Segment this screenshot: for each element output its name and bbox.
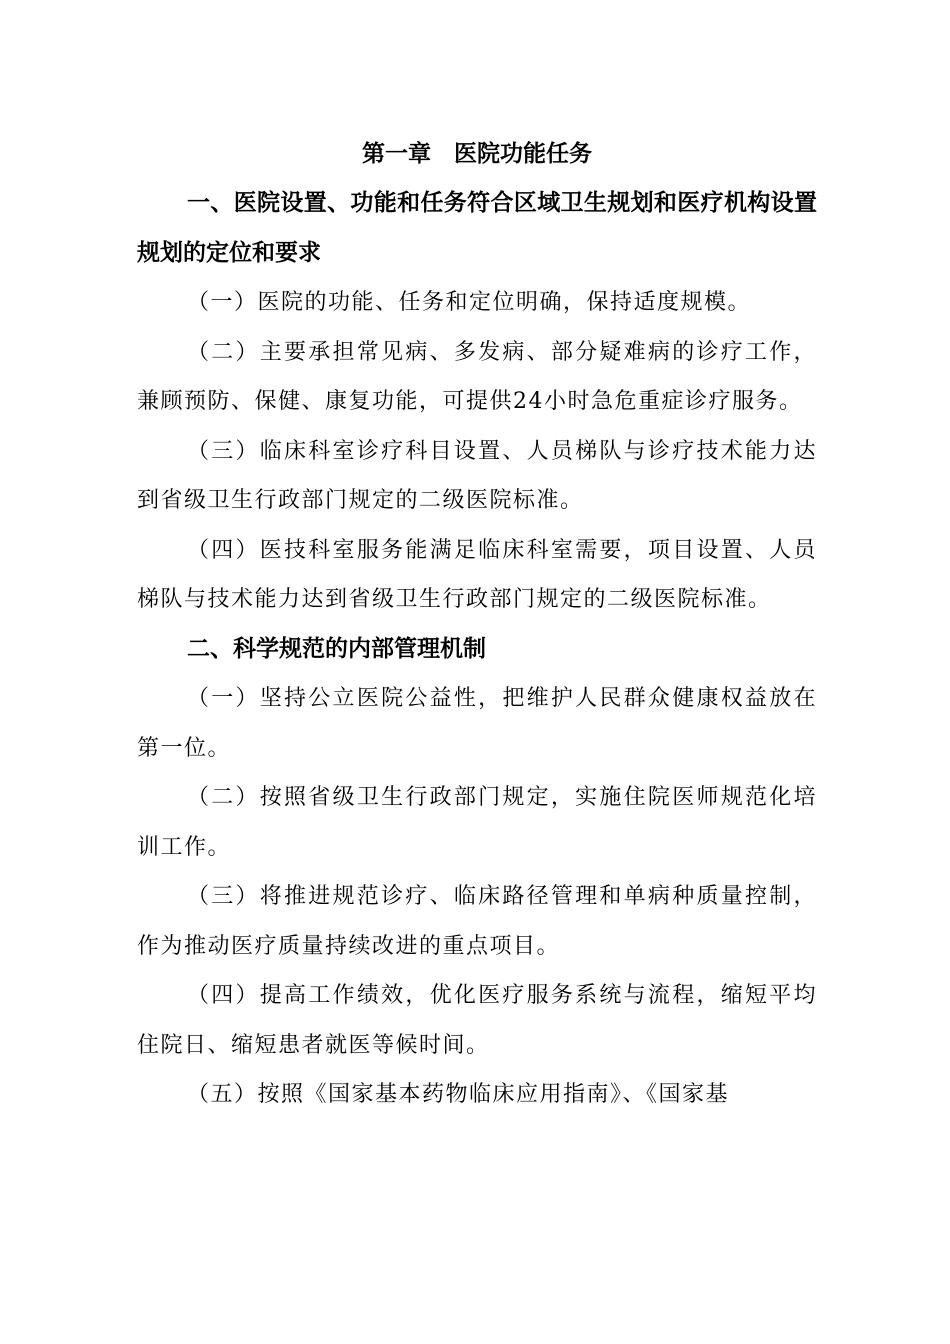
list-item: （二）按照省级卫生行政部门规定，实施住院医师规范化培训工作。	[137, 785, 817, 860]
list-item: （五）按照《国家基本药物临床应用指南》、《国家基	[187, 1082, 730, 1107]
section-1	[137, 179, 817, 625]
list-item: （三）将推进规范诊疗、临床路径管理和单病种质量控制，作为推动医疗质量持续改进的重点项目。	[137, 884, 817, 959]
section-heading: 一、医院设置、功能和任务符合区域卫生规划和医疗机构设置规划的定位和要求	[137, 190, 817, 266]
section-2	[137, 625, 817, 1120]
list-item: （四）提高工作绩效，优化医疗服务系统与流程，缩短平均住院日、缩短患者就医等候时间。	[137, 983, 817, 1058]
list-item: （四）医技科室服务能满足临床科室需要，项目设置、人员梯队与技术能力达到省级卫生行政部门规定的二级医院标准。	[137, 537, 817, 612]
document-body	[137, 130, 817, 1120]
list-item: （一）医院的功能、任务和定位明确，保持适度规模。	[187, 290, 752, 315]
list-item: （二）主要承担常见病、多发病、部分疑难病的诊疗工作，兼顾预防、保健、康复功能，可提供24小时急危重症诊疗服务。	[137, 339, 817, 414]
section-heading: 二、科学规范的内部管理机制	[187, 635, 486, 662]
list-item: （三）临床科室诊疗科目设置、人员梯队与诊疗技术能力达到省级卫生行政部门规定的二级医院标准。	[137, 438, 817, 513]
chapter-title: 第一章 医院功能任务	[362, 141, 592, 167]
list-item: （一）坚持公立医院公益性，把维护人民群众健康权益放在第一位。	[137, 686, 817, 761]
